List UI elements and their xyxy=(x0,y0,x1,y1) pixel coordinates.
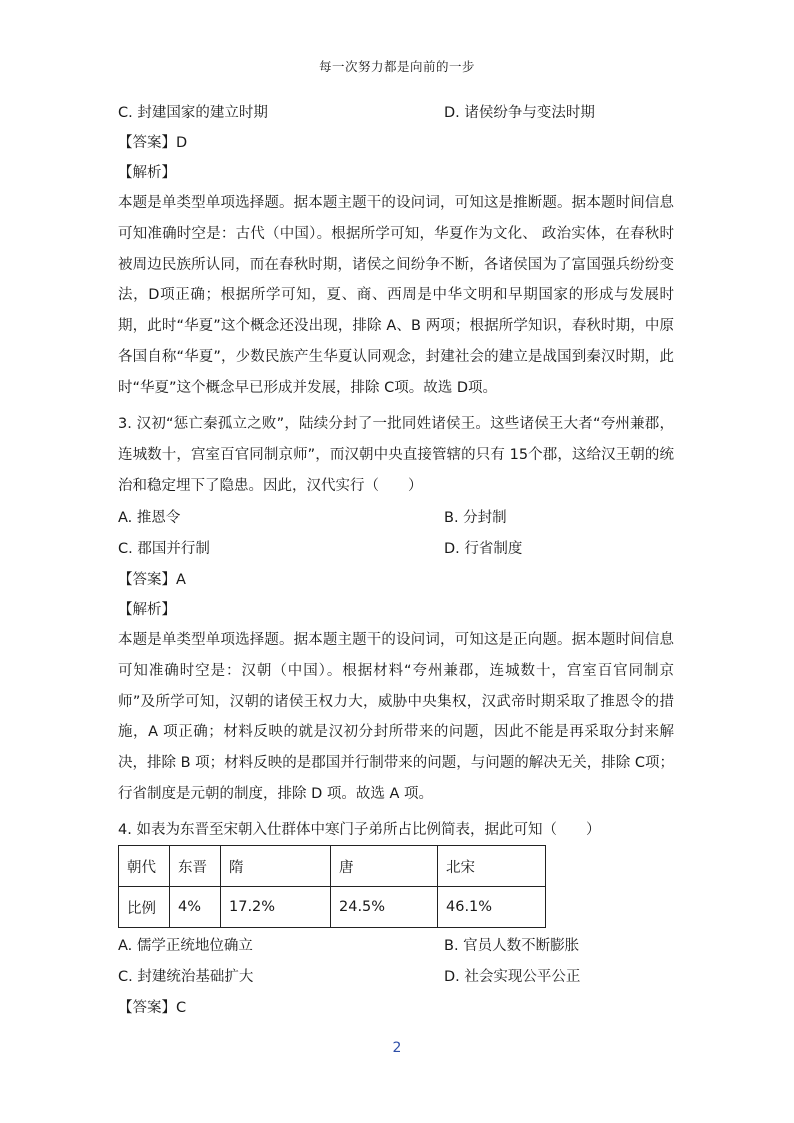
q2-answer: 【答案】D xyxy=(118,135,188,151)
table-header-row xyxy=(119,846,546,887)
q3-option-a: A. 推恩令 xyxy=(118,510,181,526)
q4-answer: 【答案】C xyxy=(118,1000,187,1016)
q4-option-a: A. 儒学正统地位确立 xyxy=(118,938,253,954)
table-cell: 24.5% xyxy=(331,887,438,928)
q3-answer: 【答案】A xyxy=(118,572,186,588)
q4-option-d: D. 社会实现公平公正 xyxy=(444,969,581,985)
table-cell: 东晋 xyxy=(170,846,221,887)
q3-option-c: C. 郡国并行制 xyxy=(118,541,210,557)
table-cell: 17.2% xyxy=(221,887,331,928)
table-cell: 北宋 xyxy=(438,846,546,887)
q3-analysis-label: 【解析】 xyxy=(118,602,176,618)
q4-stem: 4. 如表为东晋至宋朝入仕群体中寒门子弟所占比例简表，据此可知（ ） xyxy=(118,822,601,838)
page-header: 每一次努力都是向前的一步 xyxy=(318,59,475,74)
table-row xyxy=(119,887,546,928)
q3-option-d: D. 行省制度 xyxy=(444,541,523,557)
table-cell: 4% xyxy=(170,887,221,928)
q2-analysis-label: 【解析】 xyxy=(118,165,176,181)
table-cell: 46.1% xyxy=(438,887,546,928)
table-cell: 隋 xyxy=(221,846,331,887)
q4-option-c: C. 封建统治基础扩大 xyxy=(118,969,254,985)
q3-analysis: 本题是单类型单项选择题。据本题主题干的设问词，可知这是正向题。据本题时间信息可知准确时空是：汉朝（中国）。根据材料“夸州兼郡，连城数十，宫室百官同制京师”及所学可知，汉朝的诸侯王权力大，威胁中央集权，汉武帝时期采取了推恩令的措施，A 项正确；材料反映的就是汉初分封所带来的问题，因此不能是再采取分封来解决，排除 B 项；材料反映的是郡国并行制带来的问题，与问题的解决无关，排除 C项；行省制度是元朝的制度，排除 D 项。故选 A 项。 xyxy=(118,632,674,802)
q3-option-b: B. 分封制 xyxy=(444,510,507,526)
q2-analysis: 本题是单类型单项选择题。据本题主题干的设问词，可知这是推断题。据本题时间信息可知准确时空是：古代（中国）。根据所学可知，华夏作为文化、 政治实体，在春秋时被周边民族所认同，而在春秋时期，诸侯之间纷争不断，各诸侯国为了富国强兵纷纷变法，D项正确；根据所学可知，夏、商、西周是中华文明和早期国家的形成与发展时期，此时“华夏”这个概念还没出现，排除 A、B 两项；根据所学知识，春秋时期，中原各国自称“华夏”，少数民族产生华夏认同观念，封建社会的建立是战国到秦汉时期，此时“华夏”这个概念早已形成并发展，排除 C项。故选 D项。 xyxy=(118,195,674,396)
table-cell: 唐 xyxy=(331,846,438,887)
q2-option-d: D. 诸侯纷争与变法时期 xyxy=(444,105,595,121)
table-cell: 朝代 xyxy=(119,846,170,887)
page-number: 2 xyxy=(392,1040,402,1056)
q2-option-c: C. 封建国家的建立时期 xyxy=(118,105,268,121)
table-cell: 比例 xyxy=(119,887,170,928)
q4-table xyxy=(118,845,546,928)
q3-stem: 3. 汉初“惩亡秦孤立之败”，陆续分封了一批同姓诸侯王。这些诸侯王大者“夸州兼郡，连城数十，宫室百官同制京师”，而汉朝中央直接管辖的只有 15个郡，这给汉王朝的统治和稳定埋下了隐患。因此，汉代实行（ ） xyxy=(118,416,674,494)
q4-option-b: B. 官员人数不断膨胀 xyxy=(444,938,580,954)
